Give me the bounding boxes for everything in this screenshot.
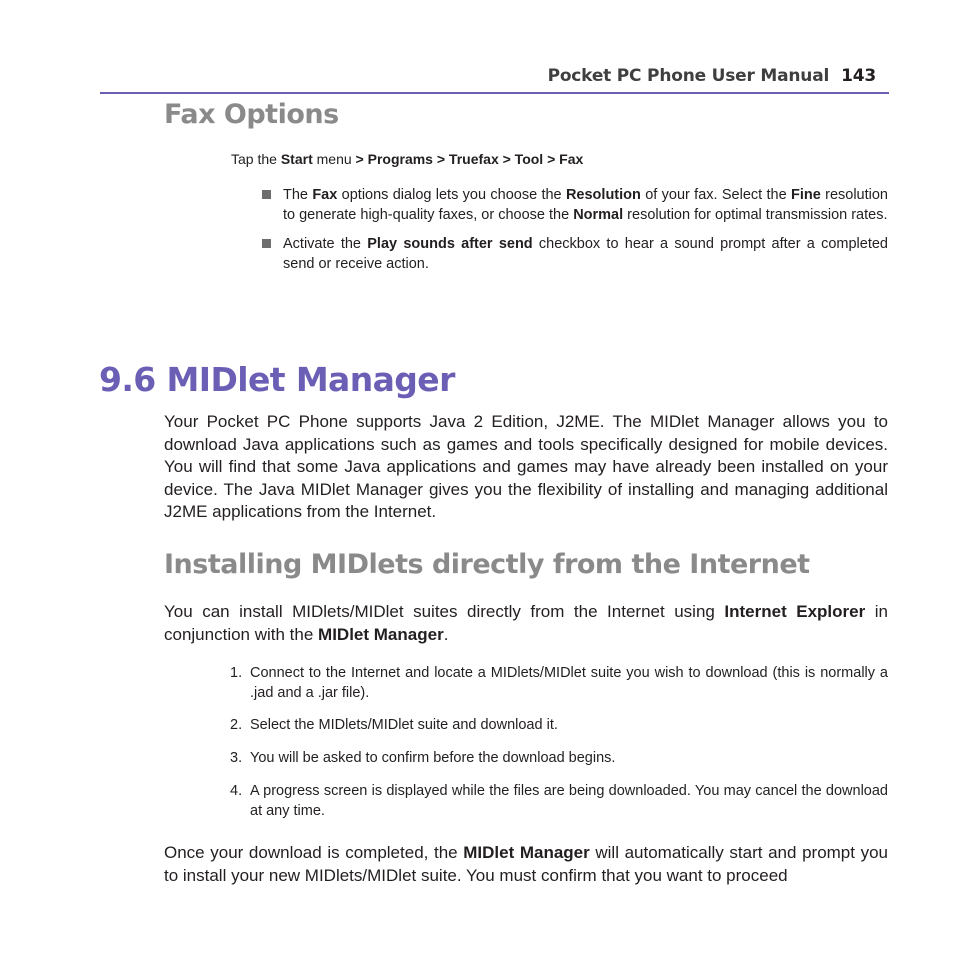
bullet-bold: Resolution (565, 187, 641, 203)
bullet-text: of your fax. Select the (640, 187, 791, 203)
para-text: in conjunction with the (164, 602, 888, 644)
para-text: . (443, 624, 449, 644)
path-nav: > Programs > Truefax > Tool > Fax (355, 151, 584, 167)
fax-bullet-list (262, 186, 888, 284)
step-text: You will be asked to confirm before the download begins. (250, 749, 616, 766)
fax-menu-path (231, 151, 583, 167)
bullet-text: options dialog lets you choose the (337, 187, 566, 203)
para-bold: MIDlet Manager (463, 843, 590, 862)
bullet-text: resolution to generate high-quality faxes, or choose the (283, 187, 888, 223)
page-number: 143 (841, 66, 876, 86)
bullet-text: checkbox to hear a sound prompt after a completed send or receive action. (283, 236, 888, 272)
installing-midlets-heading: Installing MIDlets directly from the Internet (164, 549, 810, 580)
step-item (230, 782, 888, 821)
para-text: Once your download is completed, the (164, 843, 464, 862)
step-number: 3. (230, 749, 243, 766)
fax-bullet-sound (262, 235, 888, 274)
para-bold: Internet Explorer (724, 602, 866, 621)
path-menu-text: menu (312, 151, 356, 167)
step-item (230, 749, 888, 769)
step-number: 1. (230, 665, 243, 681)
midlet-manager-heading: 9.6 MIDlet Manager (99, 360, 455, 399)
step-text: A progress screen is displayed while the files are being downloaded. You may cancel the download at any time. (250, 783, 888, 819)
bullet-bold: Fine (790, 187, 821, 203)
path-tap-text: Tap the (231, 151, 281, 167)
bullet-square-icon (262, 239, 271, 248)
bullet-bold: Normal (573, 206, 624, 223)
bullet-text: Activate the (283, 236, 368, 252)
step-text: Select the MIDlets/MIDlet suite and download it. (250, 717, 558, 733)
bullet-text: The (283, 187, 313, 203)
step-number: 4. (230, 783, 243, 799)
para-text: will automatically start and prompt you to install your new MIDlets/MIDlet suite. You must confirm that you want to proceed (164, 843, 889, 885)
fax-options-heading: Fax Options (164, 99, 339, 130)
running-header (548, 66, 876, 86)
step-item (230, 716, 888, 736)
bullet-bold: Play sounds after send (367, 236, 533, 252)
bullet-bold: Fax (312, 187, 338, 203)
bullet-text: resolution for optimal transmission rates. (623, 206, 888, 223)
para-text: You can install MIDlets/MIDlet suites directly from the Internet using (164, 602, 725, 621)
install-steps-list (230, 664, 888, 821)
step-item (230, 664, 888, 703)
para-bold: MIDlet Manager (318, 624, 444, 644)
manual-title: Pocket PC Phone User Manual (547, 66, 830, 86)
step-number: 2. (230, 717, 243, 733)
midlet-intro-paragraph: Your Pocket PC Phone supports Java 2 Edition, J2ME. The MIDlet Manager allows you to download Java applications such as games and tools specifically designed for mobile devices. You will find that some Java applications and games may have already been installed on your device. The Java MIDlet Manager gives you the flexibility of installing and managing additional J2ME applications from the Internet. (164, 412, 888, 521)
path-start: Start (280, 151, 313, 167)
bullet-square-icon (262, 190, 271, 199)
install-paragraph (164, 601, 888, 646)
final-paragraph (164, 842, 888, 887)
header-rule (100, 92, 889, 94)
fax-bullet-resolution (262, 186, 888, 225)
step-text: Connect to the Internet and locate a MIDlets/MIDlet suite you wish to download (this is normally a .jad and a .jar file). (250, 665, 888, 701)
